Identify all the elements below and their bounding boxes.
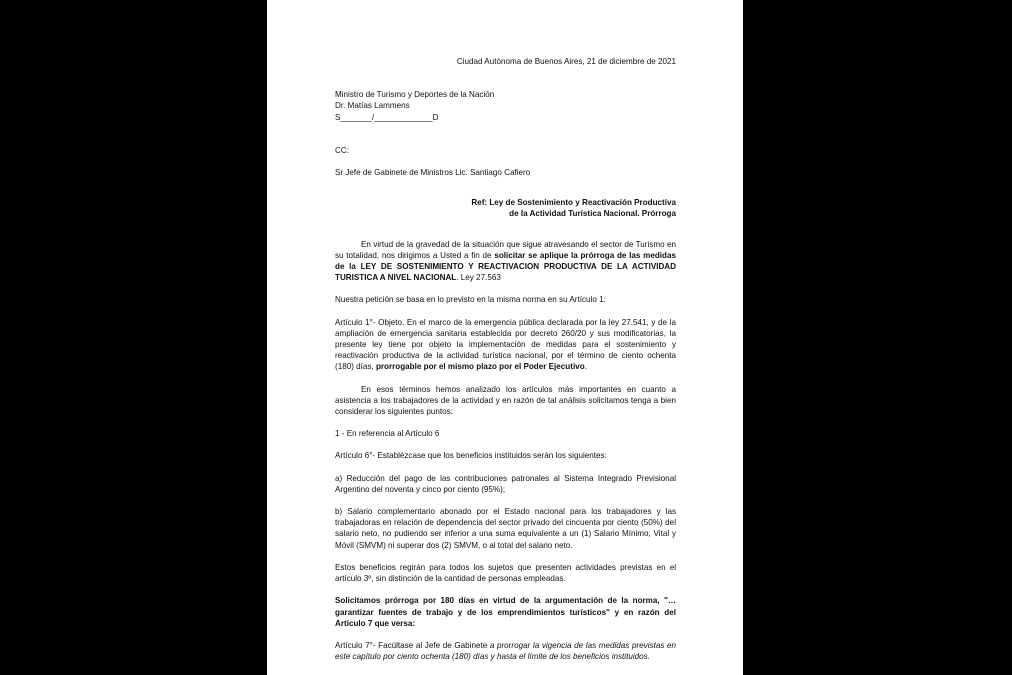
- benefit-b: b) Salario complementario abonado por el Estado nacional para los trabajadores y las trabajadoras en relación de dependencia del sector privado del cincuenta por ciento (50%) del salario neto, no pudiendo ser inferior a una suma equivalente a un (1) Salario Mínimo, Vital y Móvil (SMVM) ni superar dos (2) SMVM, o al total del salario neto.: [335, 507, 676, 550]
- paragraph-basis: Nuestra petición se basa en lo previsto en la misma norma en su Artículo 1:: [335, 295, 606, 305]
- place-date: Ciudad Autónoma de Buenos Aires, 21 de diciembre de 2021: [456, 57, 676, 66]
- document-page: [267, 0, 743, 675]
- article-7-italic: a prorrogar la vigencia de las medidas previstas en este capítulo por ciento ochenta (180) días y hasta el límite de los beneficios instituidos.: [335, 640, 677, 662]
- letter-body: [335, 56, 676, 662]
- paragraph-article-6: Artículo 6°- Establézcase que los beneficios instituidos serán los siguientes:: [335, 451, 607, 461]
- paragraph-article-7: [335, 640, 676, 662]
- cc-label: CC:: [335, 145, 349, 155]
- cc-recipient: Sr Jefe de Gabinete de Ministros Lic. Santiago Cafiero: [335, 168, 531, 178]
- intro-law-number: . Ley 27.563: [456, 273, 501, 283]
- reference-line-1: Ref: Ley de Sostenimiento y Reactivación Productiva: [471, 198, 676, 208]
- benefit-a: a) Reducción del pago de las contribuciones patronales al Sistema Integrado Previsional Argentino del noventa y cinco por ciento (95%);: [335, 473, 676, 494]
- article-1-end: .: [584, 362, 587, 372]
- paragraph-benefits-scope: Estos beneficios regirán para todos los sujetos que presenten actividades previstas en el artículo 3º, sin distinción de la cantidad de personas empleadas.: [335, 562, 676, 584]
- paragraph-analysis: En esos términos hemos analizado los artículos más importantes en cuanto a asistencia a los trabajadores de la actividad y en razón de tal análisis solicitamos tenga a bien considerar los siguientes puntos:: [335, 384, 676, 417]
- paragraph-article-1: [335, 317, 676, 373]
- paragraph-extension-request: Solicitamos prórroga por 180 días en virtud de la argumentación de la norma, "… garantizar fuentes de trabajo y de los emprendimientos turísticos" y en razón del Artículo 7 que versa:: [335, 596, 676, 628]
- reference-block: [335, 197, 676, 219]
- intro-request-bold: solicitar se aplique la prórroga de las medidas de la LEY DE SOSTENIMIENTO Y REACTIVACION PRODUCTIVA DE LA ACTIVIDAD TURISTICA A NIVEL NACIONAL: [335, 250, 676, 283]
- reference-line-2: de la Actividad Turística Nacional. Prórroga: [509, 209, 676, 219]
- recipient-name: Dr. Matías Lammens: [335, 101, 410, 111]
- article-1-text: Artículo 1°- Objeto. En el marco de la emergencia pública declarada por la ley 27.541, y de la ampliación de emergencia sanitaria establecida por decreto 260/20 y sus modificatorias, la presente ley tiene por objeto la implementación de medidas para el sostenimiento y reactivación productiva de la actividad turística nacional, por el término de ciento ochenta (180) días,: [335, 317, 676, 372]
- recipient-block: [335, 89, 676, 123]
- paragraph-intro: [335, 239, 676, 284]
- recipient-line: Ministro de Turismo y Deportes de la Nación: [335, 90, 495, 100]
- article-7-text: Artículo 7°- Facúltase al Jefe de Gabinete: [335, 640, 490, 650]
- intro-text: En virtud de la gravedad de la situación que sigue atravesando el sector de Turismo en su totalidad, nos dirigimos a Usted a fin de: [335, 239, 676, 260]
- recipient-salutation: S_______/_____________D: [335, 112, 439, 122]
- point-1: 1 - En referencia al Artículo 6: [335, 429, 440, 439]
- article-1-bold: prorrogable por el mismo plazo por el Poder Ejecutivo: [375, 362, 585, 372]
